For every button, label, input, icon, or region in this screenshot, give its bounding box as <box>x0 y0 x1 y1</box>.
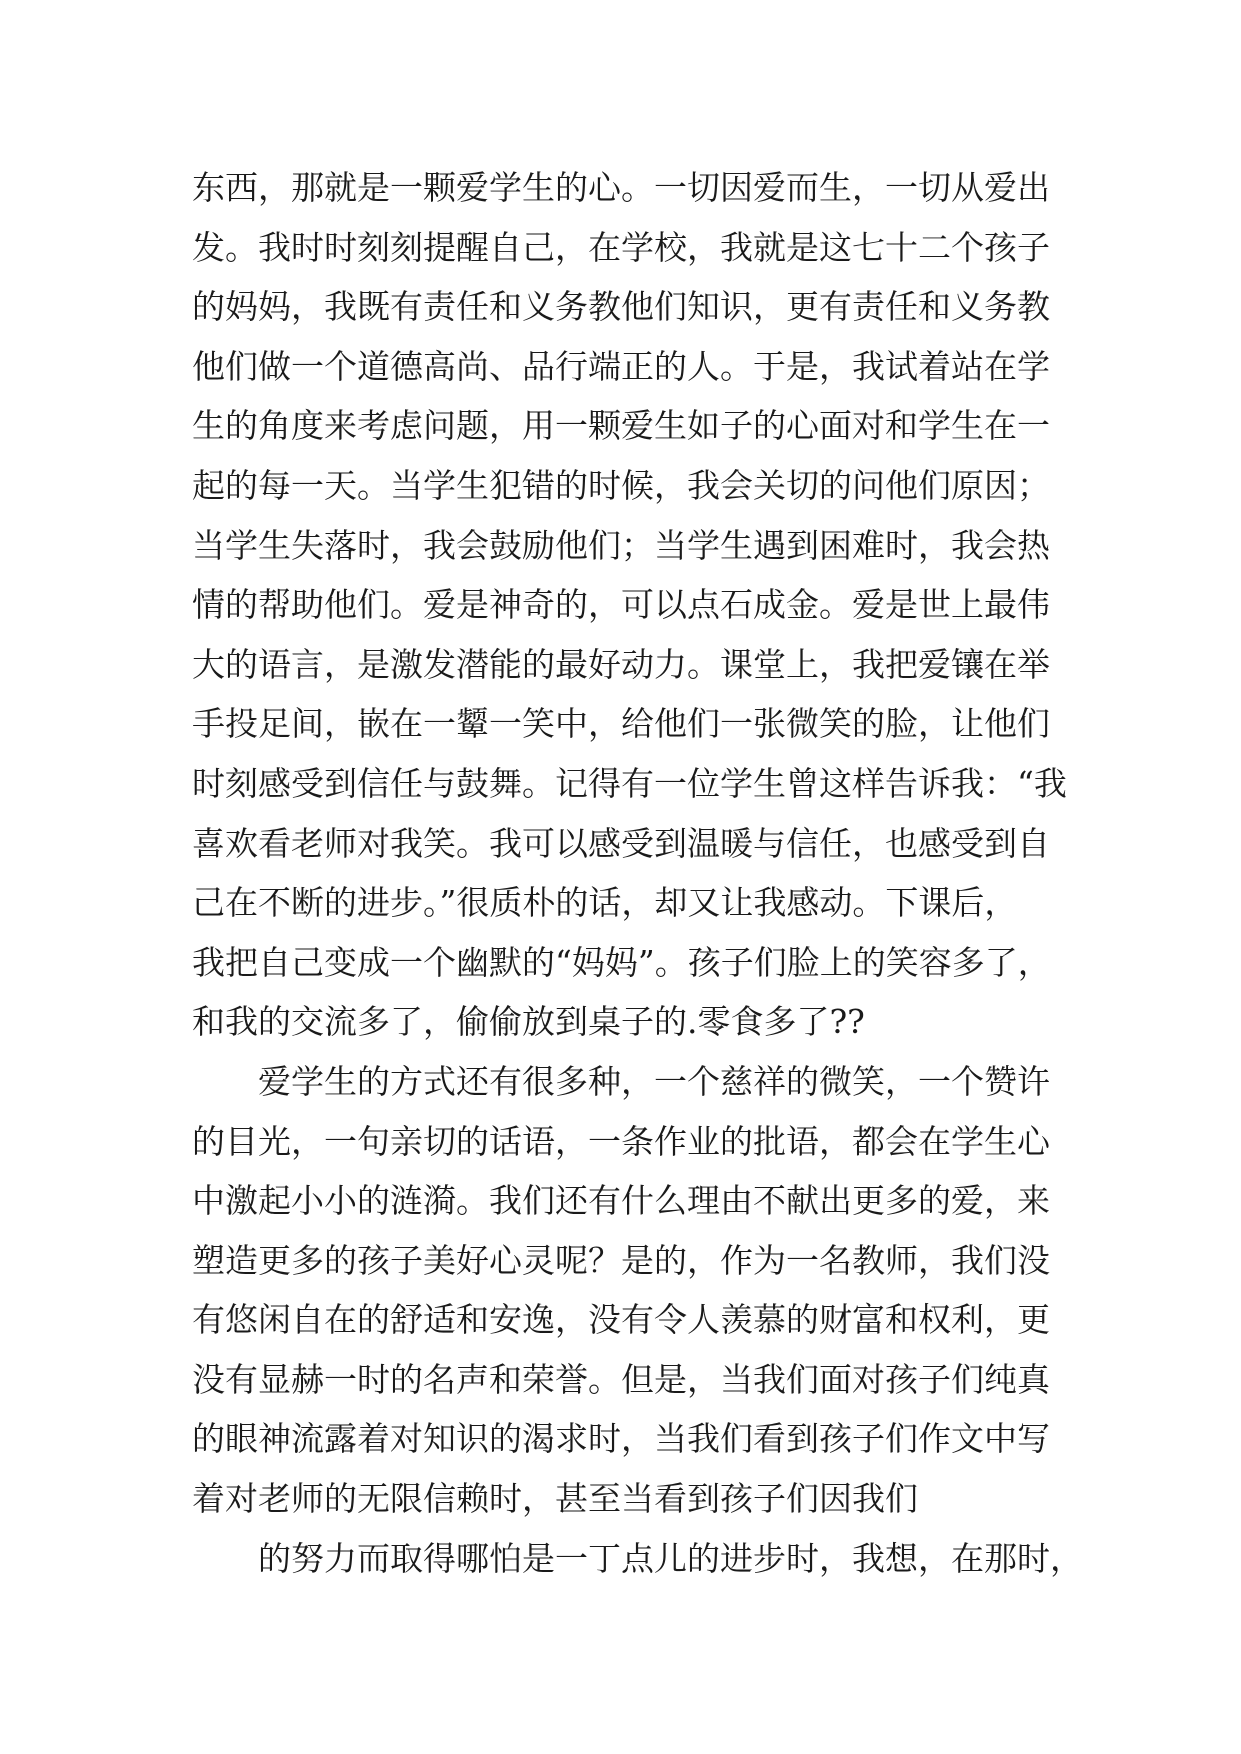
text-line: 和我的交流多了，偷偷放到桌子的.零食多了?? <box>192 1002 865 1042</box>
paragraph-start-line: 爱学生的方式还有很多种，一个慈祥的微笑，一个赞许 <box>258 1061 1050 1101</box>
body-text <box>192 158 1083 1588</box>
text-line: 手投足间，嵌在一颦一笑中，给他们一张微笑的脸，让他们 <box>192 704 1050 744</box>
text-line: 着对老师的无限信赖时，甚至当看到孩子们因我们 <box>192 1479 918 1519</box>
text-line: 当学生失落时，我会鼓励他们；当学生遇到困难时，我会热 <box>192 525 1050 565</box>
text-line: 塑造更多的孩子美好心灵呢？是的，作为一名教师，我们没 <box>192 1240 1050 1280</box>
text-line: 己在不断的进步。”很质朴的话，却又让我感动。下课后， <box>192 883 1018 923</box>
text-line: 他们做一个道德高尚、品行端正的人。于是，我试着站在学 <box>192 346 1050 386</box>
text-line: 生的角度来考虑问题，用一颗爱生如子的心面对和学生在一 <box>192 406 1050 446</box>
paragraph-start-line: 的努力而取得哪怕是一丁点儿的进步时，我想，在那时， <box>258 1538 1083 1578</box>
text-line: 大的语言，是激发潜能的最好动力。课堂上，我把爱镶在举 <box>192 644 1050 684</box>
text-line: 时刻感受到信任与鼓舞。记得有一位学生曾这样告诉我：“我 <box>192 763 1067 803</box>
text-line: 发。我时时刻刻提醒自己，在学校，我就是这七十二个孩子 <box>192 227 1050 267</box>
text-line: 起的每一天。当学生犯错的时候，我会关切的问他们原因； <box>192 465 1050 505</box>
text-line: 喜欢看老师对我笑。我可以感受到温暖与信任，也感受到自 <box>192 823 1050 863</box>
text-line: 有悠闲自在的舒适和安逸，没有令人羡慕的财富和权利，更 <box>192 1300 1050 1340</box>
text-line: 没有显赫一时的名声和荣誉。但是，当我们面对孩子们纯真 <box>192 1359 1050 1399</box>
text-line: 的眼神流露着对知识的渴求时，当我们看到孩子们作文中写 <box>192 1419 1050 1459</box>
text-line: 的目光，一句亲切的话语，一条作业的批语，都会在学生心 <box>192 1121 1050 1161</box>
text-line: 中激起小小的涟漪。我们还有什么理由不献出更多的爱，来 <box>192 1181 1050 1221</box>
text-line: 我把自己变成一个幽默的“妈妈”。孩子们脸上的笑容多了， <box>192 942 1051 982</box>
text-line: 东西，那就是一颗爱学生的心。一切因爱而生，一切从爱出 <box>192 168 1050 207</box>
text-line: 情的帮助他们。爱是神奇的，可以点石成金。爱是世上最伟 <box>192 585 1050 625</box>
text-line: 的妈妈，我既有责任和义务教他们知识，更有责任和义务教 <box>192 287 1050 327</box>
